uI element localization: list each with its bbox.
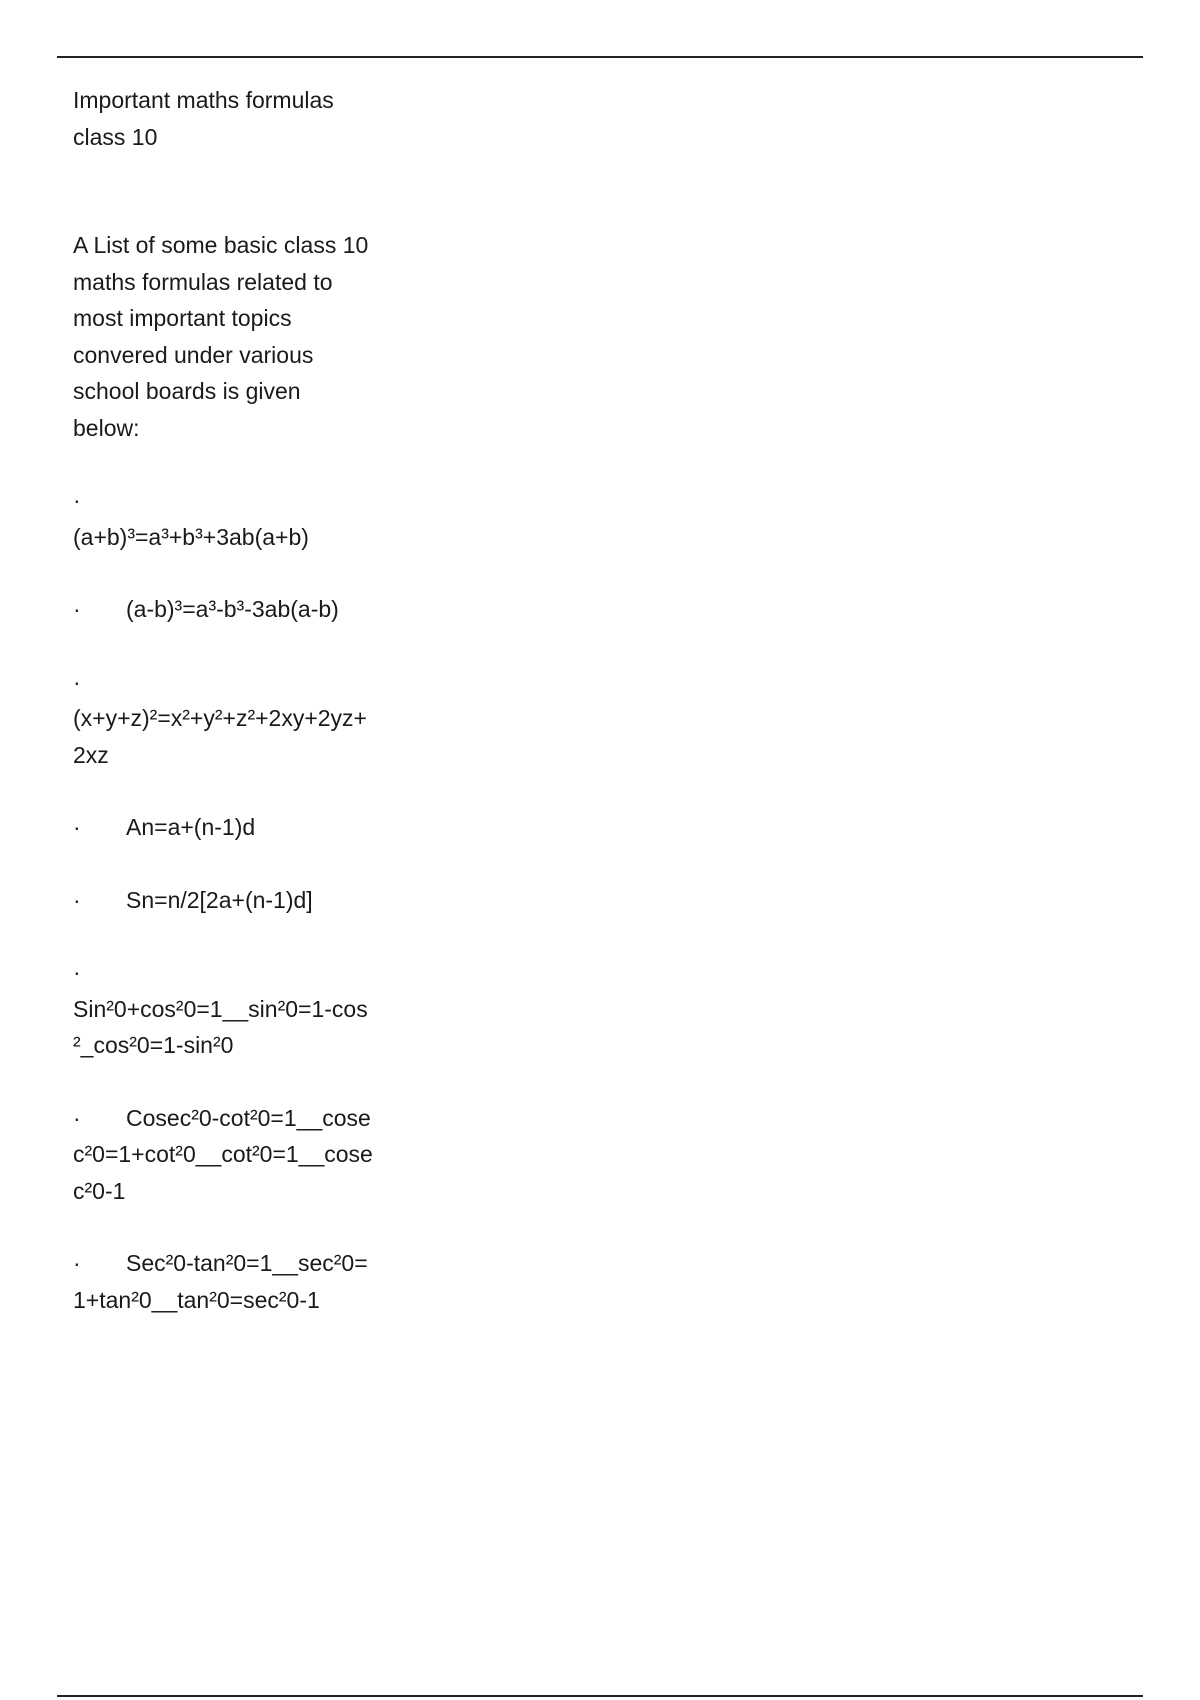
formula-item: [73, 482, 373, 555]
formula-item: [73, 954, 373, 1064]
formula-item: [73, 1100, 373, 1210]
formula-text: Sec²0-tan²0=1__sec²0=1+tan²0__tan²0=sec²0-1: [73, 1250, 368, 1313]
formula-list: [73, 482, 373, 1318]
formula-text: An=a+(n-1)d: [126, 814, 256, 840]
intro-paragraph: A List of some basic class 10 maths formulas related to most important topics convered under various school boards is given below:: [73, 232, 369, 441]
formula-item: [73, 664, 373, 774]
bullet-icon: ·: [73, 886, 81, 913]
formula-text: Sin²0+cos²0=1__sin²0=1-cos²_cos²0=1-sin²0: [73, 995, 368, 1058]
formula-item: [73, 882, 373, 919]
document-body: [73, 82, 373, 1318]
footer-rule: [57, 1695, 1143, 1697]
formula-text: Cosec²0-cot²0=1__cosec²0=1+cot²0__cot²0=1__cosec²0-1: [73, 1104, 373, 1204]
bullet-icon: ·: [73, 668, 81, 695]
header-rule: [57, 56, 1143, 58]
bullet-icon: ·: [73, 814, 81, 840]
bullet-icon: ·: [73, 1250, 81, 1276]
bullet-icon: ·: [73, 959, 81, 985]
formula-text: (a+b)³=a³+b³+3ab(a+b): [73, 523, 309, 550]
bullet-icon: ·: [73, 596, 81, 622]
page-title: Important maths formulas class 10: [73, 87, 334, 150]
formula-text: Sn=n/2[2a+(n-1)d]: [126, 886, 313, 913]
bullet-icon: ·: [73, 1104, 81, 1131]
formula-item: [73, 1245, 373, 1318]
bullet-icon: ·: [73, 487, 81, 513]
formula-text: (x+y+z)²=x²+y²+z²+2xy+2yz+2xz: [73, 705, 367, 768]
formula-item: [73, 591, 373, 628]
formula-text: (a-b)³=a³-b³-3ab(a-b): [126, 596, 339, 622]
formula-item: [73, 809, 373, 846]
